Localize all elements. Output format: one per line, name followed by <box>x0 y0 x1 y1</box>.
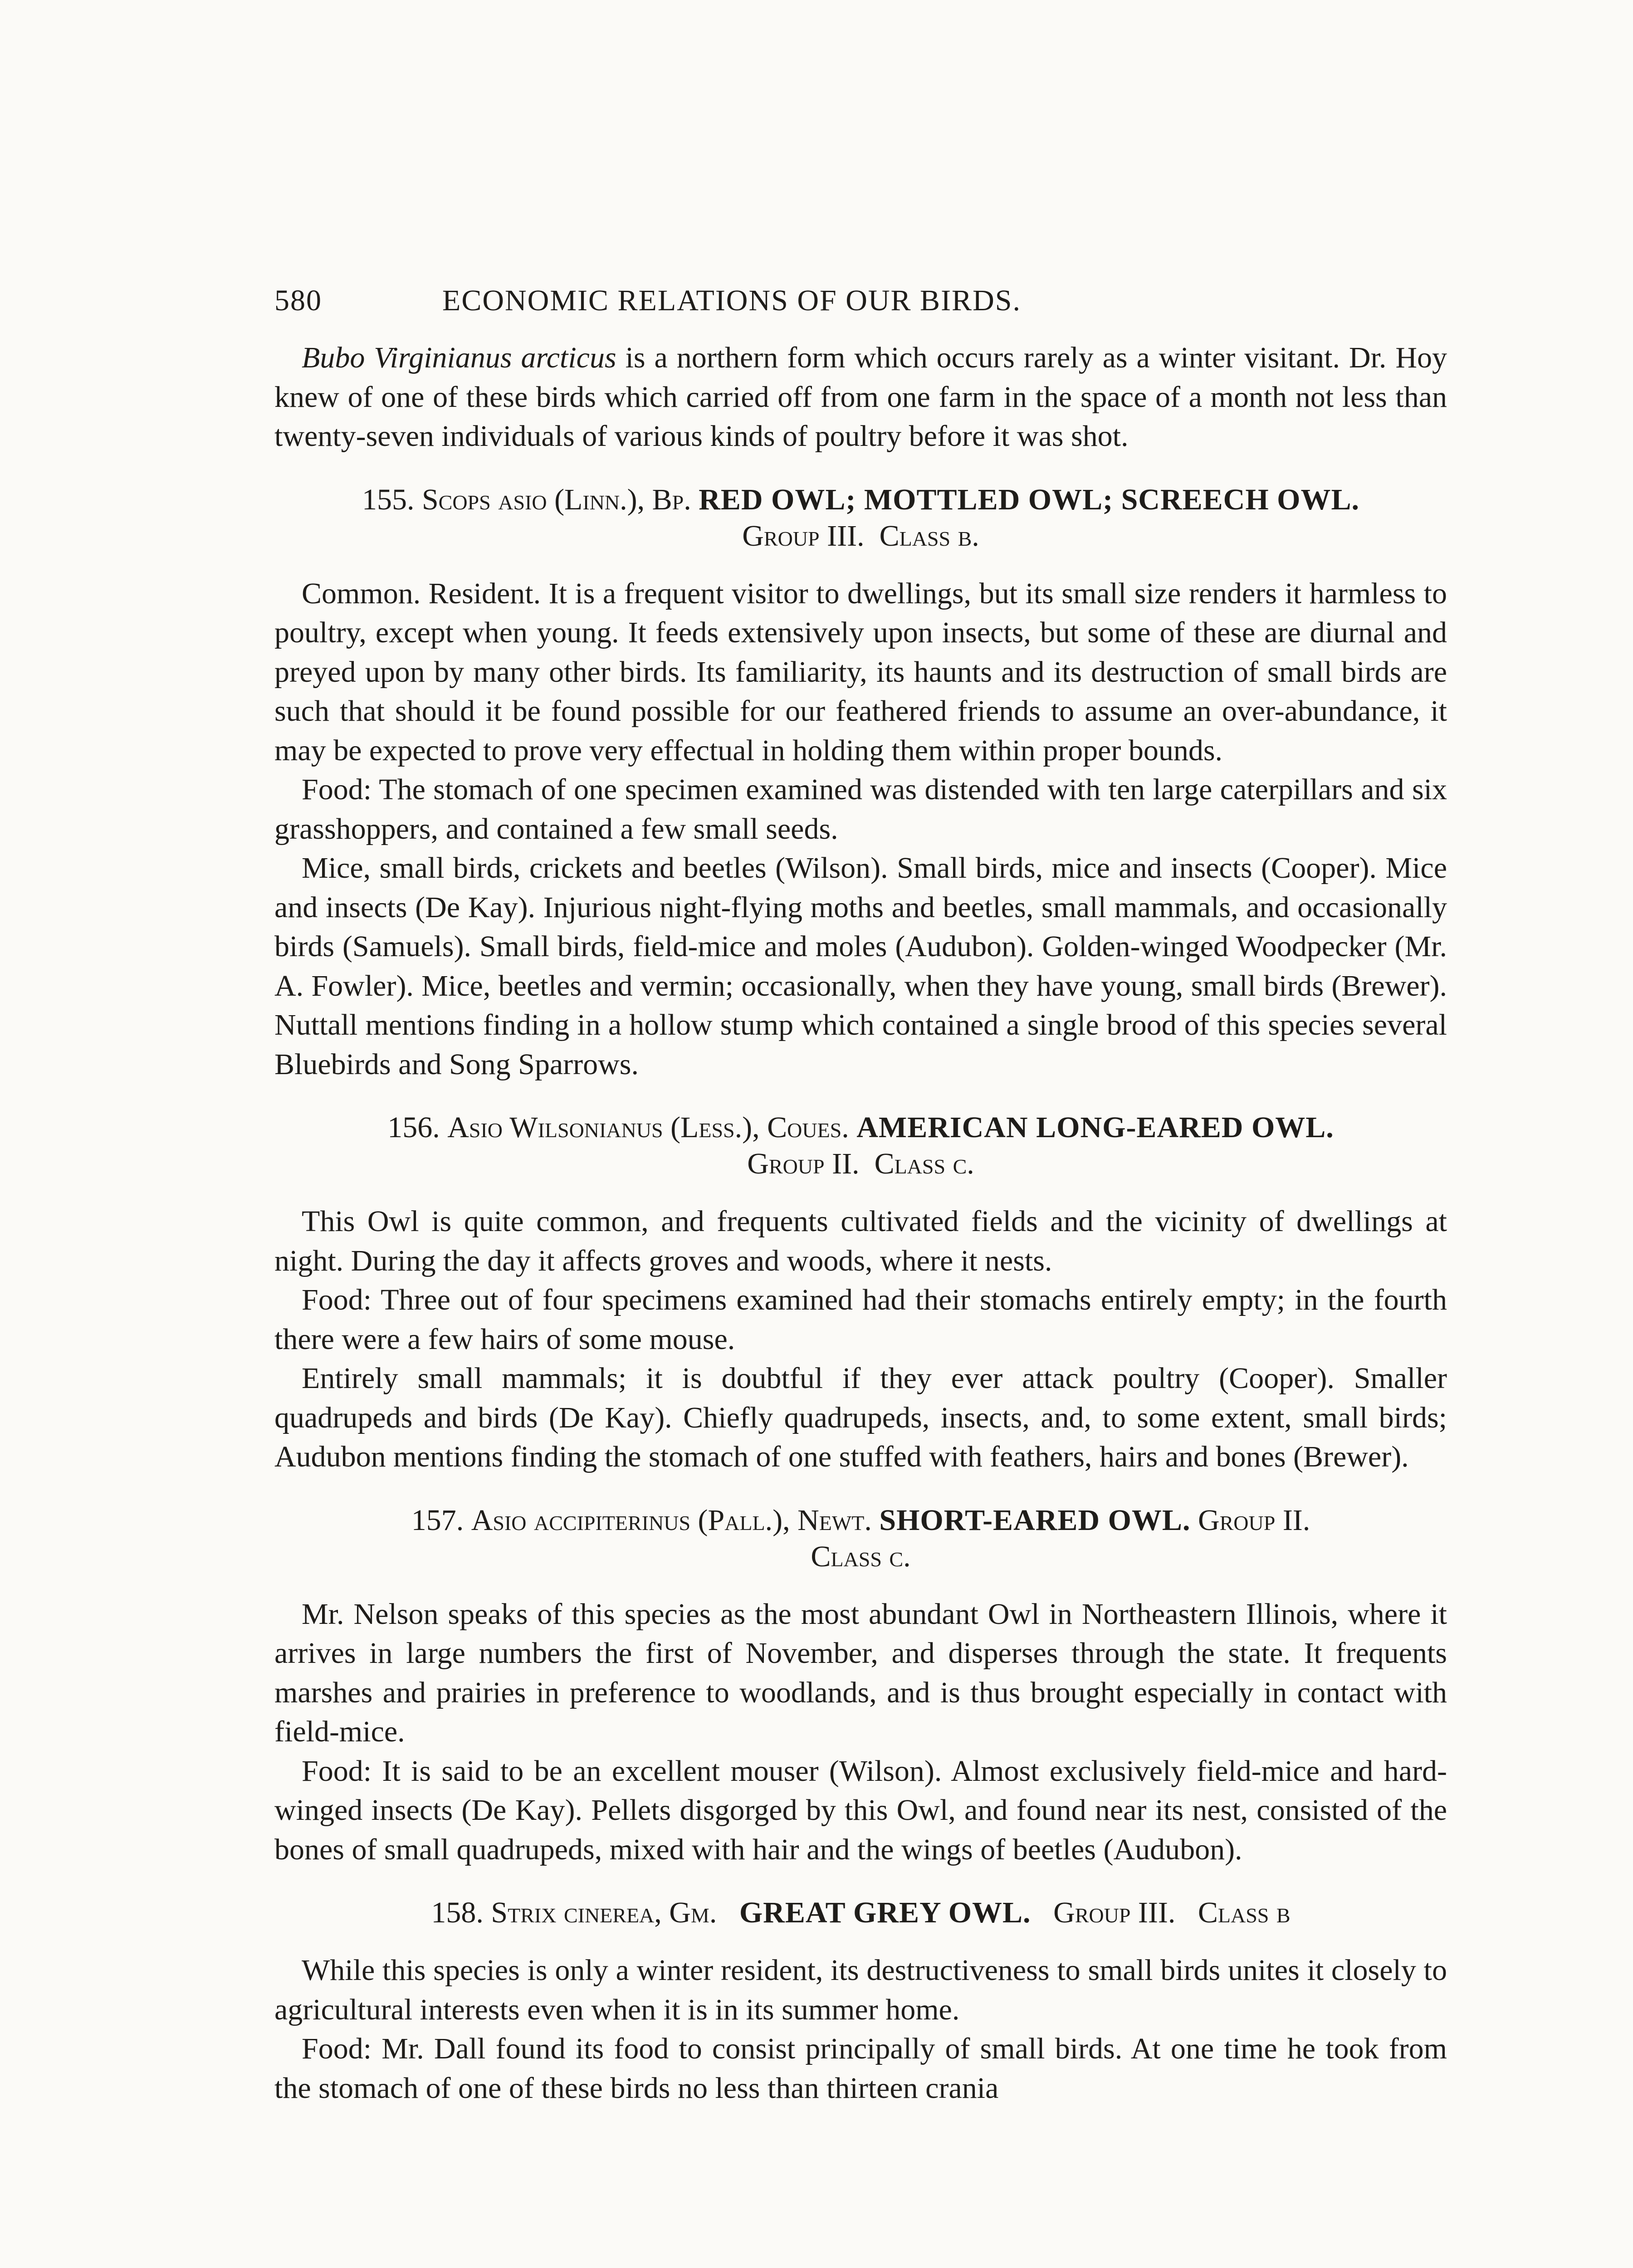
species-entry-156 <box>274 1110 1447 1477</box>
entry-number: 157. <box>411 1503 464 1537</box>
entry-scientific-name: Asio accipiterinus (Pall.), Newt. <box>471 1503 872 1537</box>
entry-class: Class b. <box>879 519 979 552</box>
entry-class: Class b <box>1198 1896 1291 1929</box>
entry-scientific-name: Asio Wilsonianus (Less.), Coues. <box>447 1111 849 1144</box>
species-entry-157 <box>274 1502 1447 1870</box>
entry-classification <box>274 1146 1447 1182</box>
entry-common-name: RED OWL; MOTTLED OWL; SCREECH OWL. <box>699 483 1360 516</box>
entry-heading <box>274 482 1447 554</box>
page-number: 580 <box>274 284 322 317</box>
entry-paragraph: While this species is only a winter resident, its destructiveness to small birds unites it closely to agricultural interests even when it is in its summer home. <box>274 1954 1447 2026</box>
entry-paragraph: Mr. Nelson speaks of this species as the most abundant Owl in Northeastern Illinois, where it arrives in large numbers the first of November, and disperses through the state. It frequents marshes and prairies in preference to woodlands, and is thus brought especially in contact with field-mice. <box>274 1597 1447 1748</box>
entry-class: Class c. <box>811 1540 911 1573</box>
intro-text: is a northern form which occurs rarely as a winter visitant. Dr. Hoy knew of one of these birds which carried off from one farm in the space of a month not less than twenty-seven individuals of various kinds of poultry before it was shot. <box>274 341 1447 453</box>
entry-group: Group III. <box>742 519 865 552</box>
entry-scientific-name: Strix cinerea, Gm. <box>491 1896 717 1929</box>
entry-paragraph: Mice, small birds, crickets and beetles (Wilson). Small birds, mice and insects (Cooper). Mice and insects (De Kay). Injurious night-flying moths and beetles, small mammals, and occasionally birds (Samuels). Small birds, field-mice and moles (Audubon). Golden-winged Woodpecker (Mr. A. Fowler). Mice, beetles and vermin; occasionally, when they have young, small birds (Brewer). Nuttall mentions finding in a hollow stump which contained a single brood of this species several Bluebirds and Song Sparrows. <box>274 851 1447 1081</box>
entry-common-name: SHORT-EARED OWL. <box>879 1503 1191 1537</box>
running-title: ECONOMIC RELATIONS OF OUR BIRDS. <box>442 284 1021 317</box>
entry-number: 156. <box>387 1111 440 1144</box>
entry-class: Class c. <box>874 1147 974 1180</box>
running-head <box>274 281 1447 322</box>
entry-paragraph: This Owl is quite common, and frequents cultivated fields and the vicinity of dwellings at night. During the day it affects groves and woods, where it nests. <box>274 1205 1447 1277</box>
entry-paragraph: Food: Three out of four specimens examined had their stomachs entirely empty; in the fourth there were a few hairs of some mouse. <box>274 1283 1447 1356</box>
entry-heading <box>274 1895 1447 1931</box>
intro-paragraph <box>274 338 1447 456</box>
entry-group: Group II. <box>747 1147 860 1180</box>
intro-species: Bubo Virginianus arcticus <box>302 341 616 374</box>
page <box>274 281 1447 2108</box>
entry-paragraph: Food: The stomach of one specimen examined was distended with ten large caterpillars and six grasshoppers, and contained a few small seeds. <box>274 773 1447 846</box>
entry-number: 155. <box>362 483 415 516</box>
entry-heading <box>274 1502 1447 1575</box>
entry-heading <box>274 1110 1447 1182</box>
entry-paragraph: Entirely small mammals; it is doubtful if they ever attack poultry (Cooper). Smaller quadrupeds and birds (De Kay). Chiefly quadrupeds, insects, and, to some extent, small birds; Audubon mentions finding the stomach of one stuffed with feathers, hairs and bones (Brewer). <box>274 1362 1447 1473</box>
entry-group: Group III. <box>1053 1896 1176 1929</box>
entry-common-name: GREAT GREY OWL. <box>739 1896 1031 1929</box>
species-entry-158 <box>274 1895 1447 2108</box>
species-entry-155 <box>274 482 1447 1085</box>
entry-classification <box>274 518 1447 554</box>
entry-paragraph: Food: Mr. Dall found its food to consist principally of small birds. At one time he took from the stomach of one of these birds no less than thirteen crania <box>274 2032 1447 2105</box>
entry-scientific-name: Scops asio (Linn.), Bp. <box>421 483 691 516</box>
entry-paragraph: Common. Resident. It is a frequent visitor to dwellings, but its small size renders it harmless to poultry, except when young. It feeds extensively upon insects, but some of these are diurnal and preyed upon by many other birds. Its familiarity, its haunts and its destruction of small birds are such that should it be found possible for our feathered friends to assume an over-abundance, it may be expected to prove very effectual in holding them within proper bounds. <box>274 577 1447 767</box>
entry-classification <box>274 1539 1447 1575</box>
entry-group: Group II. <box>1198 1503 1310 1537</box>
entry-common-name: AMERICAN LONG-EARED OWL. <box>856 1111 1334 1144</box>
entry-paragraph: Food: It is said to be an excellent mouser (Wilson). Almost exclusively field-mice and hard-winged insects (De Kay). Pellets disgorged by this Owl, and found near its nest, consisted of the bones of small quadrupeds, mixed with hair and the wings of beetles (Audubon). <box>274 1754 1447 1866</box>
entry-number: 158. <box>431 1896 484 1929</box>
